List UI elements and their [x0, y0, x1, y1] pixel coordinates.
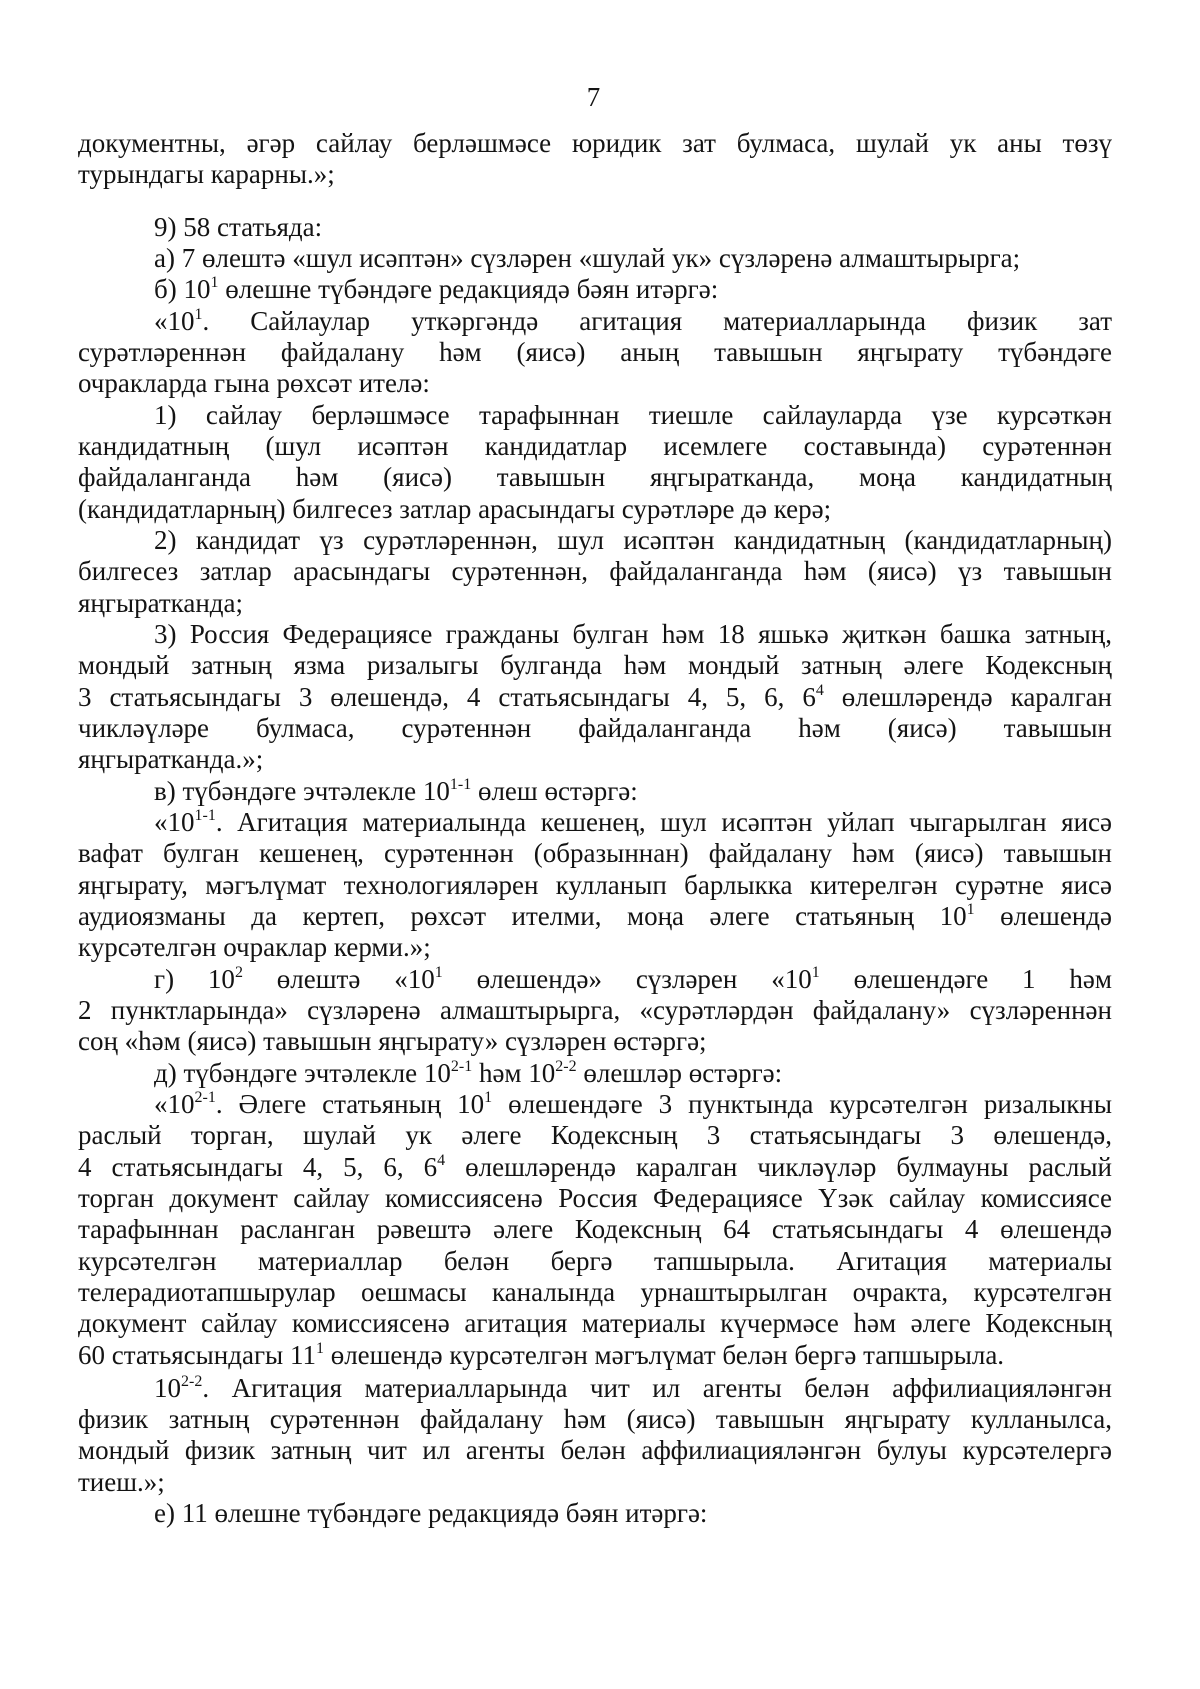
text-line: курсәтелгән очраклар керми.»; [78, 932, 431, 962]
page-number: 7 [586, 82, 601, 112]
text-line: турындагы карарны.»; [78, 159, 335, 189]
text-line: файдаланганда һәм (яисә) тавышын яңгыратканда, моңа кандидатның [78, 462, 1112, 492]
text-line: 3 статьясындагы 3 өлешендә, 4 статьясындагы 4, 5, 6, $6^4$ өлешләрендә каралган [78, 682, 1112, 712]
text-line: документны, әгәр сайлау берләшмәсе юридик зат булмаса, шулай ук аны төзү [78, 128, 1112, 158]
text-line: очракларда гына рөхсәт ителә: [78, 368, 430, 398]
text-line: 3) Россия Федерациясе гражданы булган һәм 18 яшькә җиткән башка затның, [154, 619, 1112, 649]
text-line: билгесез затлар арасындагы сурәтеннән, файдаланганда һәм (яисә) үз тавышын [78, 556, 1112, 586]
text-line: «$10^1$. Сайлаулар уткәргәндә агитация материалларында физик зат [154, 306, 1112, 336]
text-line: документ сайлау комиссиясенә агитация материалы күчермәсе һәм әлеге Кодексның [78, 1308, 1112, 1338]
text-line: яңгырату, мәгълүмат технологияләрен кулланып барлыкка китерелгән сурәтне яисә [78, 870, 1112, 900]
text-line: д) түбәндәге эчтәлекле 10$^{2-1}$ һәм 10$^{2-2}$ өлешләр өстәргә: [154, 1058, 783, 1088]
text-line: телерадиотапшырулар оешмасы каналында урнаштырылган очракта, курсәтелгән [78, 1277, 1112, 1307]
text-line: мондый физик затның чит ил агенты белән аффилиацияләнгән булуы курсәтелергә [78, 1435, 1112, 1465]
text-line: 2 пунктларында» сүзләренә алмаштырырга, «сурәтләрдән файдалану» сүзләреннән [78, 995, 1112, 1025]
text-line: (кандидатларның) билгесез затлар арасындагы сурәтләре дә керә; [78, 494, 832, 524]
text-line: вафат булган кешенең, сурәтеннән (образыннан) файдалану һәм (яисә) тавышын [78, 838, 1112, 868]
text-line: г) $10^2$ өлештә «$10^1$ өлешендә» сүзләрен «$10^1$ өлешендәге 1 һәм [154, 964, 1112, 994]
text-line: е) 11 өлешне түбәндәге редакциядә бәян итәргә: [154, 1498, 708, 1528]
text-line: «10$^{2-1}$. Әлеге статьяның $10^1$ өлешендәге 3 пунктында курсәтелгән ризалыкны [154, 1089, 1112, 1119]
text-line: 10$^{2-2}$. Агитация материалларында чит ил агенты белән аффилиацияләнгән [154, 1373, 1112, 1403]
text-line: раслый торган, шулай ук әлеге Кодексның 3 статьясындагы 3 өлешендә, [78, 1120, 1112, 1150]
text-line: мондый затның язма ризалыгы булганда һәм мондый затның әлеге Кодексның [78, 650, 1112, 680]
text-line: соң «һәм (яисә) тавышын яңгырату» сүзләрен өстәргә; [78, 1026, 707, 1056]
text-line: б) $10^1$ өлешне түбәндәге редакциядә бәян итәргә: [154, 274, 719, 304]
text-line: тиеш.»; [78, 1467, 165, 1497]
text-line: яңгыратканда; [78, 588, 244, 618]
text-line: аудиоязманы да кертеп, рөхсәт ителми, моңа әлеге статьяның $10^1$ өлешендә [78, 901, 1113, 931]
text-line: сурәтләреннән файдалану һәм (яисә) аның тавышын яңгырату түбәндәге [78, 337, 1112, 367]
text-line: яңгыратканда.»; [78, 744, 264, 774]
text-line: 2) кандидат үз сурәтләреннән, шул исәптән кандидатның (кандидатларның) [154, 525, 1112, 555]
text-line: 60 статьясындагы $11^1$ өлешендә курсәтелгән мәгълүмат белән бергә тапшырыла. [78, 1340, 1005, 1370]
text-line: а) 7 өлештә «шул исәптән» сүзләрен «шулай ук» сүзләренә алмаштырырга; [154, 243, 1021, 273]
text-line: 1) сайлау берләшмәсе тарафыннан тиешле сайлауларда үзе курсәткән [154, 400, 1112, 430]
text-line: в) түбәндәге эчтәлекле 10$^{1-1}$ өлеш өстәргә: [154, 776, 638, 806]
text-line: торган документ сайлау комиссиясенә Россия Федерациясе Үзәк сайлау комиссиясе [78, 1183, 1112, 1213]
text-line: 9) 58 статьяда: [154, 212, 323, 242]
text-line: курсәтелгән материаллар белән бергә тапшырыла. Агитация материалы [78, 1246, 1112, 1276]
text-line: физик затның сурәтеннән файдалану һәм (яисә) тавышын яңгырату кулланылса, [78, 1404, 1112, 1434]
text-line: 4 статьясындагы 4, 5, 6, $6^4$ өлешләрендә каралган чикләүләр булмауны раслый [78, 1152, 1112, 1182]
text-line: чикләүләре булмаса, сурәтеннән файдаланганда һәм (яисә) тавышын [78, 713, 1112, 743]
text-line: тарафыннан расланган рәвештә әлеге Кодексның 64 статьясындагы 4 өлешендә [78, 1214, 1112, 1244]
text-line: кандидатның (шул исәптән кандидатлар исемлеге составында) сурәтеннән [78, 431, 1112, 461]
text-line: «10$^{1-1}$. Агитация материалында кешенең, шул исәптән уйлап чыгарылган яисә [154, 807, 1112, 837]
